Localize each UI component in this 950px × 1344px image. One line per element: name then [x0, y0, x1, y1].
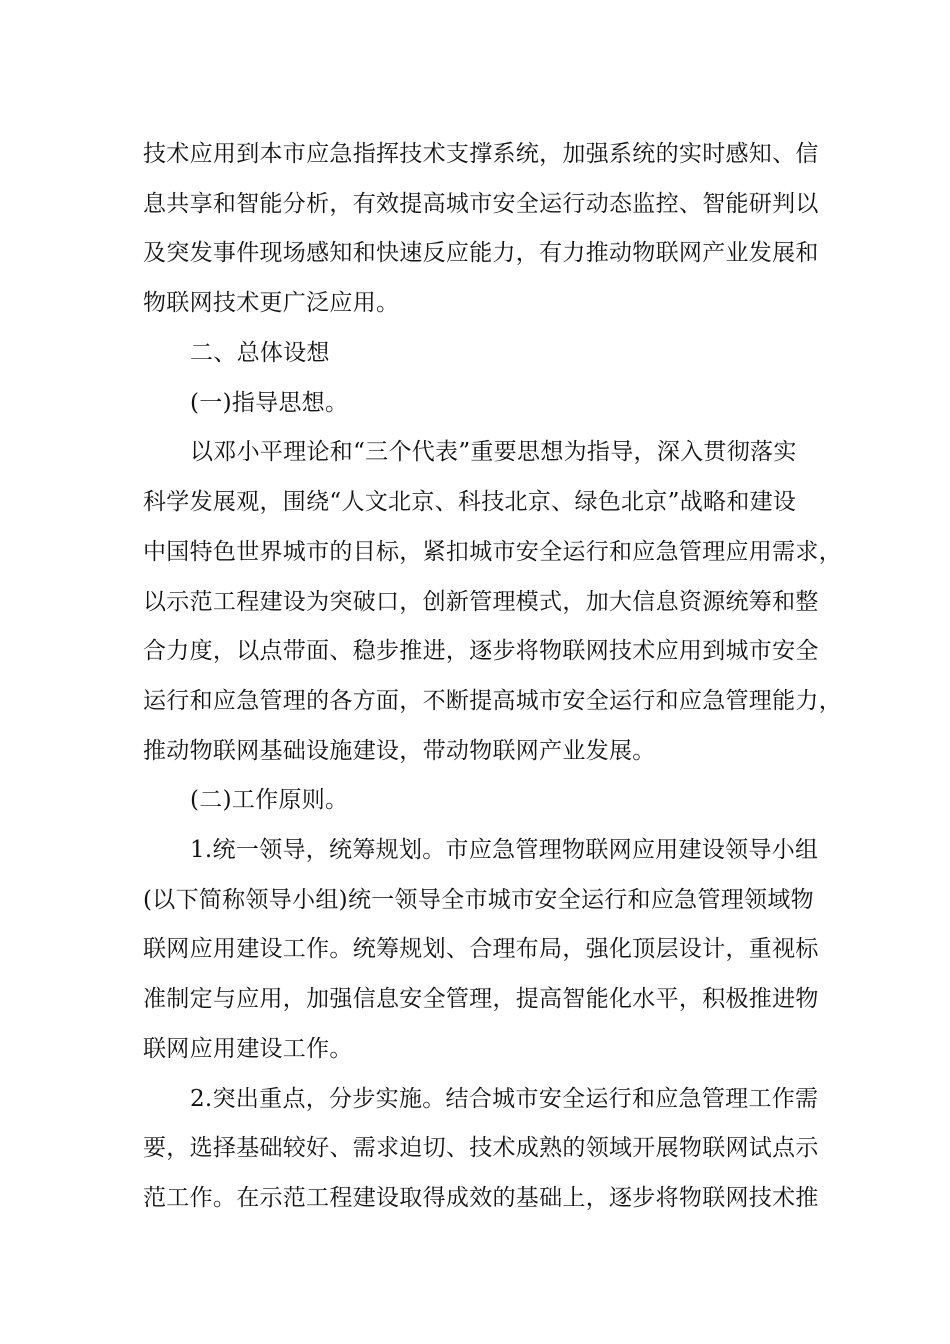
subsection-heading: (一)指导思想。 [190, 390, 349, 416]
body-text-line: 运行和应急管理的各方面，不断提高城市安全运行和应急管理能力， [143, 688, 842, 714]
body-text-line: 1.统一领导，统筹规划。市应急管理物联网应用建设领导小组 [190, 837, 819, 863]
body-text-line: 准制定与应用，加强信息安全管理，提高智能化水平，积极推进物 [143, 986, 819, 1012]
body-text-line: 范工作。在示范工程建设取得成效的基础上，逐步将物联网技术推 [143, 1185, 819, 1211]
body-text-line: 物联网技术更广泛应用。 [143, 290, 400, 316]
body-text-line: (以下简称领导小组)统一领导全市城市安全运行和应急管理领域物 [143, 887, 814, 913]
body-text-line: 技术应用到本市应急指挥技术支撑系统，加强系统的实时感知、信 [143, 141, 819, 167]
body-text-line: 息共享和智能分析，有效提高城市安全运行动态监控、智能研判以 [143, 191, 819, 217]
body-text-line: 科学发展观，围绕“人文北京、科技北京、绿色北京”战略和建设 [143, 489, 797, 515]
body-text-line: 以示范工程建设为突破口，创新管理模式，加大信息资源统筹和整 [143, 589, 819, 615]
body-text-line: 中国特色世界城市的目标，紧扣城市安全运行和应急管理应用需求， [143, 539, 842, 565]
body-text-line: 及突发事件现场感知和快速反应能力，有力推动物联网产业发展和 [143, 240, 819, 266]
body-text-line: 2.突出重点，分步实施。结合城市安全运行和应急管理工作需 [190, 1086, 819, 1112]
body-text-line: 以邓小平理论和“三个代表”重要思想为指导，深入贯彻落实 [190, 439, 797, 465]
body-text-line: 联网应用建设工作。统筹规划、合理布局，强化顶层设计，重视标 [143, 936, 819, 962]
section-heading: 二、总体设想 [190, 340, 330, 366]
body-text-line: 要，选择基础较好、需求迫切、技术成熟的领域开展物联网试点示 [143, 1135, 819, 1161]
body-text-line: 推动物联网基础设施建设，带动物联网产业发展。 [143, 738, 656, 764]
body-text-line: 合力度，以点带面、稳步推进，逐步将物联网技术应用到城市安全 [143, 638, 819, 664]
subsection-heading: (二)工作原则。 [190, 787, 349, 813]
body-text-line: 联网应用建设工作。 [143, 1036, 353, 1062]
